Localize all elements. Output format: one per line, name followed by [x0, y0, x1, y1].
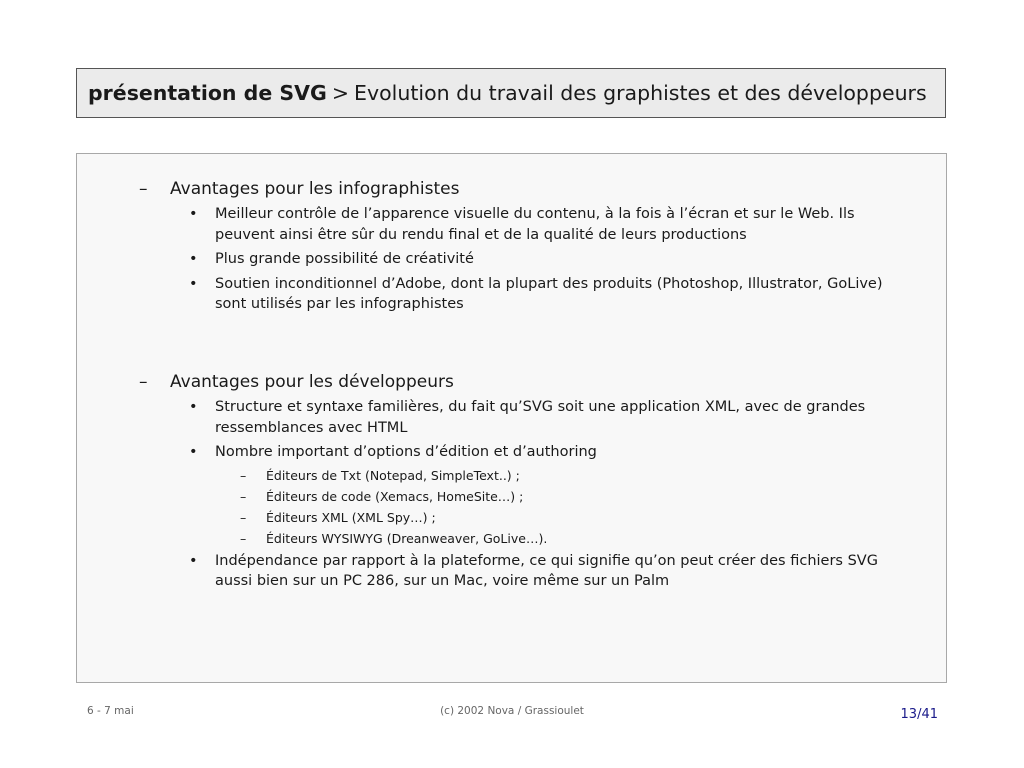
- sub-list-item: [77, 509, 946, 526]
- heading-text: Avantages pour les développeurs: [170, 372, 454, 392]
- list-item: [77, 551, 946, 592]
- section-heading: [77, 371, 946, 393]
- bullet-marker: •: [189, 399, 198, 415]
- title-rest: Evolution du travail des graphistes et des développeurs: [354, 81, 927, 105]
- item-text: Éditeurs de Txt (Notepad, SimpleText..) ;: [266, 467, 520, 483]
- bullet-marker: •: [189, 206, 198, 222]
- title-bold: présentation de SVG: [88, 81, 327, 105]
- dash-marker: –: [139, 372, 148, 392]
- item-text: Indépendance par rapport à la plateforme, ce qui signifie qu’on peut créer des fichiers SVG aussi bien sur un PC 286, sur un Mac, voire même sur un Palm: [215, 552, 878, 589]
- bullet-marker: •: [189, 275, 198, 292]
- dash-marker: –: [240, 467, 247, 483]
- list-item: [77, 204, 946, 245]
- list-item: [77, 249, 946, 270]
- dash-marker: –: [240, 509, 247, 525]
- item-text: Nombre important d’options d’édition et d’authoring: [215, 444, 597, 460]
- footer-copyright: (c) 2002 Nova / Grassioulet: [440, 705, 584, 717]
- footer-date: 6 - 7 mai: [87, 705, 134, 717]
- title-separator: >: [331, 81, 350, 105]
- item-text: Éditeurs WYSIWYG (Dreanweaver, GoLive…).: [266, 530, 548, 546]
- item-text: Plus grande possibilité de créativité: [215, 251, 474, 267]
- item-text: Structure et syntaxe familières, du fait qu’SVG soit une application XML, avec de grandes ressemblances avec HTML: [215, 399, 866, 436]
- section-developpeurs: [77, 371, 946, 592]
- dash-marker: –: [240, 530, 247, 546]
- sub-list-item: [77, 530, 946, 547]
- page-number: 13/41: [900, 707, 938, 722]
- dash-marker: –: [240, 488, 247, 504]
- item-text: Éditeurs XML (XML Spy…) ;: [266, 509, 436, 525]
- slide-title: [76, 68, 946, 118]
- section-infographistes: [77, 178, 946, 315]
- bullet-marker: •: [189, 444, 198, 460]
- sub-list-item: [77, 467, 946, 484]
- sub-list-item: [77, 488, 946, 505]
- bullet-marker: •: [189, 251, 198, 267]
- item-text: Meilleur contrôle de l’apparence visuelle du contenu, à la fois à l’écran et sur le Web. Ils peuvent ainsi être sûr du rendu final et de la qualité de leurs productions: [215, 206, 855, 243]
- section-heading: [77, 178, 946, 200]
- item-text: Éditeurs de code (Xemacs, HomeSite…) ;: [266, 488, 524, 504]
- item-text: Soutien inconditionnel d’Adobe, dont la plupart des produits (Photoshop, Illustrator, GoLive) sont utilisés par les infographistes: [215, 275, 883, 312]
- dash-marker: –: [139, 179, 148, 199]
- bullet-marker: •: [189, 552, 198, 569]
- list-item: [77, 442, 946, 463]
- heading-text: Avantages pour les infographistes: [170, 179, 460, 199]
- slide-content: [76, 153, 947, 683]
- list-item: [77, 397, 946, 438]
- list-item: [77, 274, 946, 315]
